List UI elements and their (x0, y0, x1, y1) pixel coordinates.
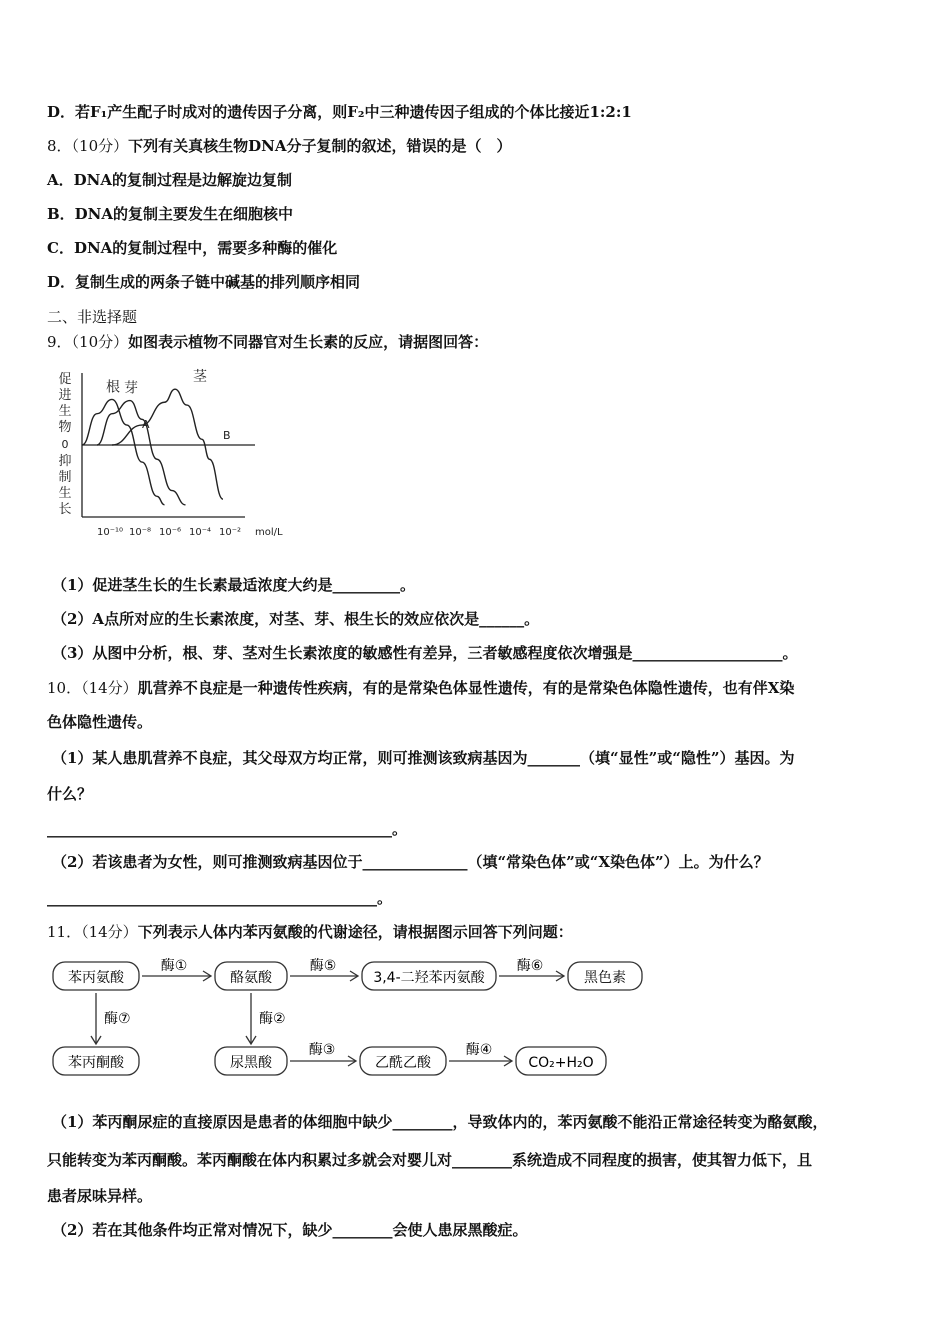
annotation-a: A (142, 418, 150, 431)
curve-stem (112, 389, 223, 499)
q11-part1-line1: （1）苯丙酮尿症的直接原因是患者的体细胞中缺少________，导致体内的，苯丙氨酸不能沿正常途径转变为酪氨酸， (52, 1113, 828, 1131)
q9-score: （10分） (71, 333, 129, 351)
auxin-response-chart (45, 365, 285, 545)
enzyme3-label: 酶③ (308, 1042, 336, 1058)
q8-stem: 下列有关真核生物DNA分子复制的叙述，错误的是（ ） (128, 137, 512, 155)
annotation-b: B (223, 429, 231, 442)
node-melanin-label: 黑色素 (584, 970, 626, 986)
node-dopa-label: 3,4-二羟苯丙氨酸 (373, 970, 485, 986)
q9-stem: 如图表示植物不同器官对生长素的反应，请据图回答： (128, 333, 489, 351)
x-tick-label: 10⁻¹⁰ (96, 527, 124, 538)
q9-number: 9． (47, 333, 72, 351)
curve-bud (97, 401, 186, 505)
q10-number: 10． (47, 679, 82, 697)
q10-stem-line1: 肌营养不良症是一种遗传性疾病，有的是常染色体显性遗传，有的是常染色体隐性遗传，也有伴X染 (137, 679, 795, 697)
curve-label-bud: 芽 (124, 380, 138, 397)
q9-part2: （2）A点所对应的生长素浓度，对茎、芽、根生长的效应依次是______。 (52, 610, 540, 628)
enzyme2-label: 酶② (259, 1011, 286, 1027)
svg-text:促: 促 (58, 372, 72, 387)
q11-part1-line3: 患者尿味异样。 (47, 1187, 153, 1205)
q10-part2-answer-line: ____________________________________________。 (47, 889, 393, 907)
y-axis-label-inhibit (58, 453, 71, 517)
q10-part1-line1: （1）某人患肌营养不良症，其父母双方均正常，则可推测该致病基因为_______（填“显性”或“隐性”）基因。为 (52, 749, 795, 767)
curve-label-stem: 茎 (193, 369, 207, 386)
metabolic-pathway-diagram (50, 955, 660, 1085)
svg-text:生: 生 (58, 486, 72, 501)
y-axis-label-promote (58, 372, 71, 435)
q8-header (47, 136, 512, 156)
section-heading: 二、非选择题 (47, 308, 138, 326)
node-homogentisic-acid-label: 尿黑酸 (230, 1055, 272, 1071)
q11-stem: 下列表示人体内苯丙氨酸的代谢途径，请根据图示回答下列问题： (137, 923, 573, 941)
node-phenylpyruvic-acid-label: 苯丙酮酸 (68, 1055, 124, 1071)
q9-header (47, 332, 488, 352)
svg-text:物: 物 (58, 420, 72, 435)
enzyme1-label: 酶① (160, 958, 188, 974)
q11-part1-line2: 只能转变为苯丙酮酸。苯丙酮酸在体内积累过多就会对婴儿对________系统造成不同程度的损害，使其智力低下，且 (47, 1151, 813, 1169)
curve-label-root: 根 (106, 379, 120, 396)
svg-text:生: 生 (58, 404, 72, 419)
svg-text:进: 进 (58, 388, 72, 403)
x-tick-label: 10⁻⁴ (188, 527, 212, 538)
q8-score: （10分） (71, 137, 129, 155)
q10-stem-line2: 色体隐性遗传。 (47, 713, 153, 731)
q11-number: 11． (47, 923, 82, 941)
q8-option-d: D．复制生成的两条子链中碱基的排列顺序相同 (47, 273, 361, 291)
x-axis-unit: mol/L (255, 527, 283, 538)
node-co2-h2o-label: CO₂+H₂O (528, 1055, 594, 1071)
q7-option-d: D．若F₁产生配子时成对的遗传因子分离，则F₂中三种遗传因子组成的个体比接近1:2:1 (47, 103, 632, 121)
x-tick-label: 10⁻⁸ (128, 527, 152, 538)
svg-text:制: 制 (58, 470, 72, 485)
q11-header (47, 922, 573, 942)
q8-option-b: B．DNA的复制主要发生在细胞核中 (47, 205, 294, 223)
q8-number: 8． (47, 137, 72, 155)
q10-part1-answer-line: ______________________________________________。 (47, 820, 408, 838)
svg-text:抑: 抑 (58, 454, 72, 469)
arrow-enzyme7 (91, 993, 101, 1044)
q9-part3: （3）从图中分析，根、芽、茎对生长素浓度的敏感性有差异，三者敏感程度依次增强是____________________。 (52, 644, 798, 662)
node-tyrosine-label: 酪氨酸 (230, 970, 272, 986)
x-tick-label: 10⁻⁶ (158, 527, 182, 538)
q8-option-c: C．DNA的复制过程中，需要多种酶的催化 (47, 239, 338, 257)
y-axis-zero-label: 0 (61, 438, 69, 451)
node-acetoacetic-acid-label: 乙酰乙酸 (375, 1055, 431, 1071)
q10-part1-line2: 什么？ (47, 785, 93, 803)
enzyme7-label: 酶⑦ (104, 1011, 131, 1027)
q8-option-a: A．DNA的复制过程是边解旋边复制 (47, 171, 292, 189)
q10-part2-line1: （2）若该患者为女性，则可推测致病基因位于______________（填“常染色体”或“X染色体”）上。为什么？ (52, 853, 769, 871)
arrow-enzyme2 (246, 993, 256, 1044)
enzyme5-label: 酶⑤ (309, 958, 337, 974)
x-tick-label: 10⁻² (218, 527, 242, 538)
q10-score: （14分） (81, 679, 138, 697)
svg-text:长: 长 (58, 502, 72, 517)
q11-part2: （2）若在其他条件均正常对情况下，缺少________会使人患尿黑酸症。 (52, 1221, 528, 1239)
q10-header (47, 678, 794, 698)
node-phenylalanine-label: 苯丙氨酸 (68, 970, 124, 986)
q11-score: （14分） (81, 923, 138, 941)
enzyme6-label: 酶⑥ (516, 958, 544, 974)
enzyme4-label: 酶④ (465, 1042, 493, 1058)
q9-part1: （1）促进茎生长的生长素最适浓度大约是_________。 (52, 576, 415, 594)
